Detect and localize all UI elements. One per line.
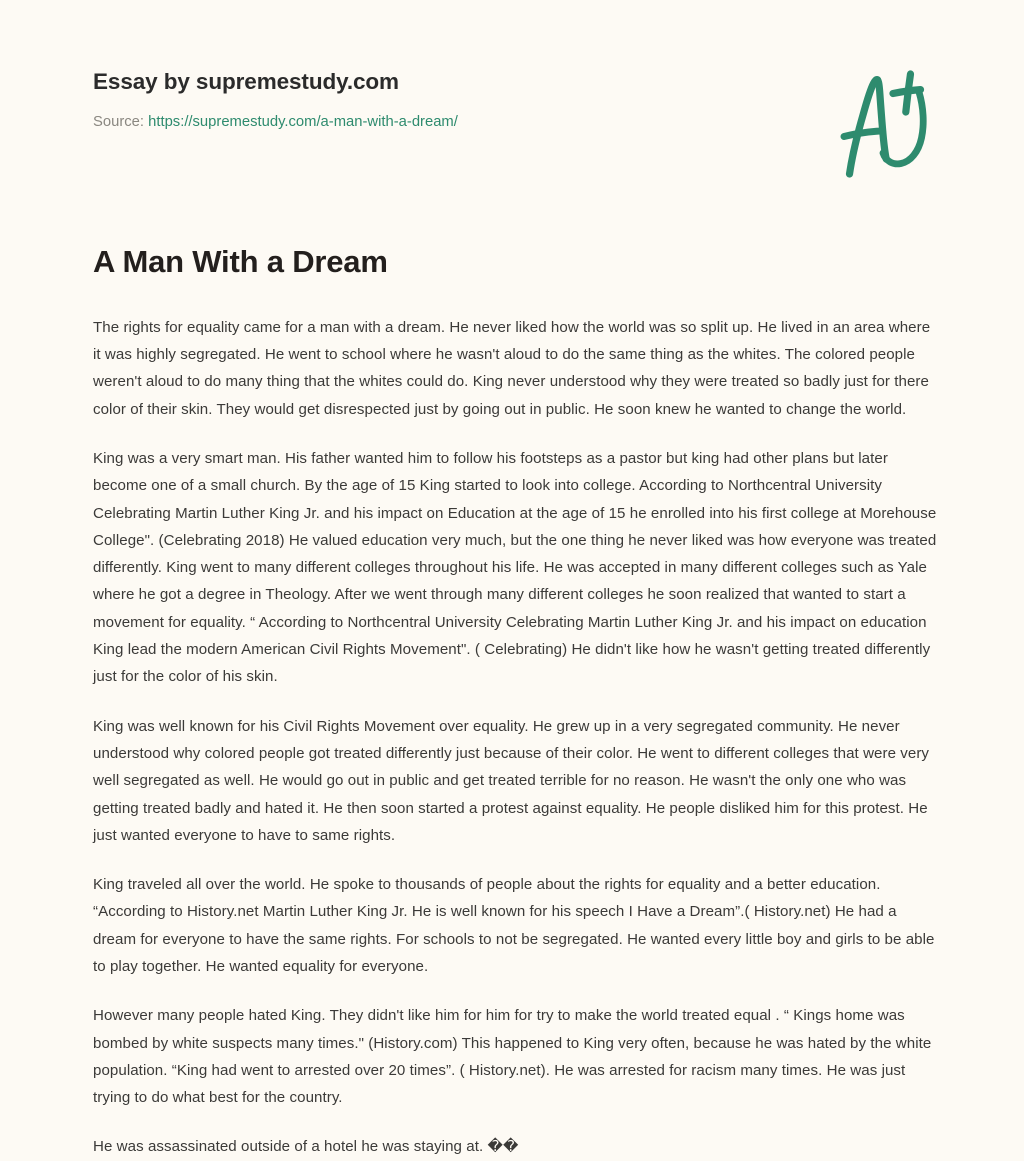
page-header (0, 0, 1024, 200)
paragraph: King was a very smart man. His father wanted him to follow his footsteps as a pastor but king had other plans but later become one of a small church. By the age of 15 King started to look into college. According to Northcentral University Celebrating Martin Luther King Jr. and his impact on Education at the age of 15 he enrolled into his first college at Morehouse College". (Celebrating 2018) He valued education very much, but the one thing he never liked was how everyone was treated differently. King went to many different colleges throughout his life. He was accepted in many different colleges such as Yale where he got a degree in Theology. After we went through many different colleges he soon realized that wanted to start a movement for equality. “ According to Northcentral University Celebrating Martin Luther King Jr. and his impact on education King lead the modern American Civil Rights Movement". ( Celebrating) He didn't like how he wasn't getting treated differently just for the color of his skin. (93, 449, 937, 686)
article (93, 243, 938, 1161)
essay-by-label: Essay by supremestudy.com (93, 69, 399, 94)
article-body (93, 314, 938, 1161)
source-line (93, 113, 793, 132)
source-url-link[interactable]: https://supremestudy.com/a-man-with-a-dream/ (148, 114, 458, 130)
a-plus-logo-icon (806, 62, 938, 184)
paragraph: King traveled all over the world. He spoke to thousands of people about the rights for equality and a better education. “According to History.net Martin Luther King Jr. He is well known for his speech I Have a Dream”.( History.net) He had a dream for everyone to have the same rights. For schools to not be segregated. He wanted every little boy and girls to be able to play together. He wanted equality for everyone. (93, 876, 935, 975)
source-label: Source: (93, 114, 144, 130)
a-plus-logo[interactable] (806, 62, 938, 184)
page-title: A Man With a Dream (93, 244, 388, 279)
header-text-block (93, 68, 793, 132)
paragraph: King was well known for his Civil Rights Movement over equality. He grew up in a very segregated community. He never understood why colored people got treated differently just because of their color. He went to different colleges that were very well segregated as well. He would go out in public and get treated terrible for no reason. He wasn't the only one who was getting treated badly and hated it. He then soon started a protest against equality. He people disliked him for this protest. He just wanted everyone to have to same rights. (93, 717, 930, 844)
paragraph: However many people hated King. They didn't like him for him for try to make the world treated equal . “ Kings home was bombed by white suspects many times." (History.com) This happened to King very often, because he was hated by the white population. “King had went to arrested over 20 times”. ( History.net). He was arrested for racism many times. He was just trying to do what best for the country. (93, 1007, 932, 1107)
paragraph: The rights for equality came for a man with a dream. He never liked how the world was so split up. He lived in an area where it was highly segregated. He went to school where he wasn't aloud to do the same thing as the whites. The colored people weren't aloud to do many thing that the whites could do. King never understood why they were treated so badly just for there color of their skin. They would get disrespected just by going out in public. He soon knew he wanted to change the world. (93, 318, 931, 418)
paragraph: He was assassinated outside of a hotel he was staying at. �� (93, 1138, 519, 1156)
